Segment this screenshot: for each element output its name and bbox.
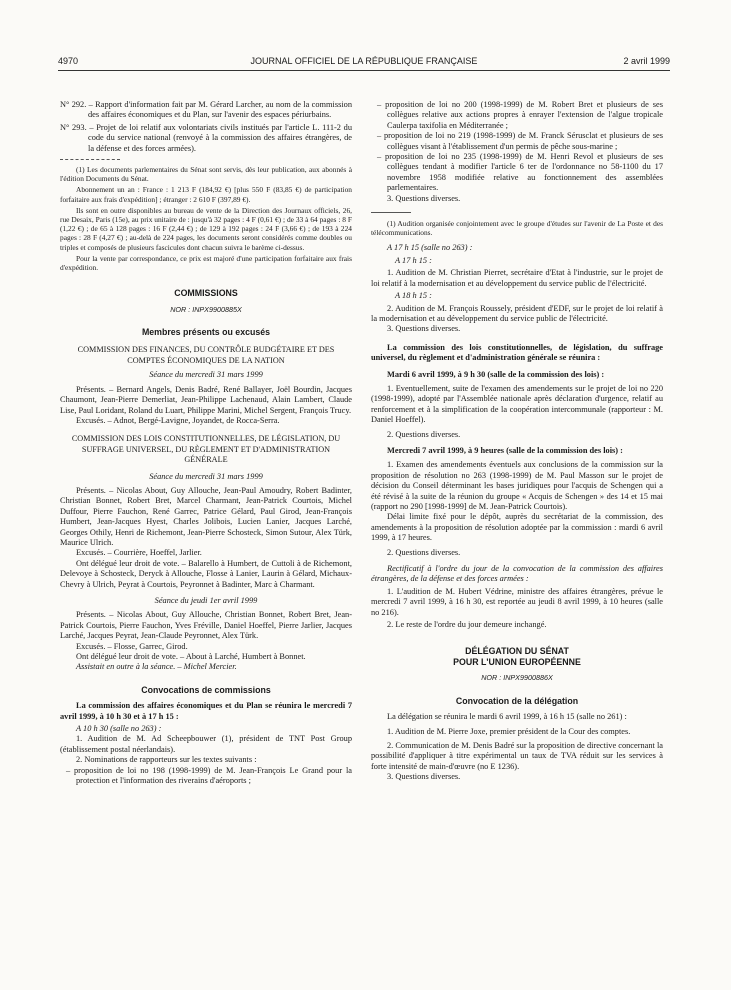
law-present-1: Présents. – Nicolas About, Guy Allouche, Jean-Paul Amoudry, Robert Badinter, Christian Bonnet, Robert Bret, Marcel Charmant, Jean-Patrick Courtois, Michel Duffour, Pierre Fauchon, René Garrec, Patrice Gélard, Paul Girod, Jean-François Humbert, Jean-Jacques Hyest, Charles Jolibois, Lucien Lanier, Jacques Larché, Georges Othily, Henri de Richemont, Jean-Pierre Schosteck, Simon Sutour, Alex Türk, Maurice Ulrich. — [60, 485, 352, 547]
delegation-heading-line-1: DÉLÉGATION DU SÉNAT — [465, 646, 569, 657]
law-session-date-2: Séance du jeudi 1er avril 1999 — [154, 596, 258, 606]
economic-1815-slot: A 18 h 15 : — [395, 291, 432, 301]
note-separator — [60, 159, 120, 160]
nor-reference-2: NOR : INPX9900886X — [481, 673, 553, 683]
convocations-heading: Convocations de commissions — [141, 684, 271, 695]
tuesday-heading: Mardi 6 avril 1999, à 9 h 30 (salle de la commission des lois) : — [387, 369, 605, 379]
law-session-date-1: Séance du mercredi 31 mars 1999 — [149, 471, 263, 481]
economic-bill-219: – proposition de loi no 219 (1998-1999) de M. Franck Sérusclat et plusieurs de ses collègues visant à l'établissement d'un permis de pêche sous-marine ; — [377, 131, 663, 151]
rectification-item-1: 1. L'audition de M. Hubert Védrine, ministre des affaires étrangères, prévue le mercredi 7 avril 1999, à 16 h 30, est reportée au jeudi 8 avril 1999, à 10 heures (salle no 216). — [371, 586, 663, 617]
finance-excused: Excusés. – Adnot, Bergé-Lavigne, Joyandet, de Rocca-Serra. — [76, 415, 280, 425]
law-present-2: Présents. – Nicolas About, Guy Allouche, Christian Bonnet, Robert Bret, Jean-Patrick Courtois, Pierre Fauchon, Yves Fréville, Daniel Hoeffel, Pierre Jarlier, Jacques Larché, Jacques Peyrat, Jean-Claude Peyronnet, Alex Türk. — [60, 610, 352, 641]
law-delegated-2: Ont délégué leur droit de vote. – About à Larché, Humbert à Bonnet. — [76, 652, 306, 662]
bill-293: N° 293. – Projet de loi relatif aux volontariats civils institués par l'article L. 111-2 du code du service national (renvoyé à la commission des affaires étrangères, de la défense et des forces armées). — [60, 122, 352, 153]
footnote-separator — [371, 212, 411, 213]
law-convocation-intro: La commission des lois constitutionnelles, de législation, du suffrage universel, du règlement et d'administration générale se réunira : — [371, 342, 663, 363]
delegation-item-3: 3. Questions diverses. — [387, 772, 461, 782]
footnote-subscription: Abonnement un an : France : 1 213 F (184,92 €) [plus 550 F (83,85 €) de participation forfaitaire aux frais d'expédition] ; étranger : 2 610 F (397,89 €). — [60, 185, 352, 204]
members-heading: Membres présents ou excusés — [141, 327, 271, 338]
footnote-prices: Ils sont en outre disponibles au bureau de vente de la Direction des Journaux officiels, 26, rue Desaix, Paris (15e), au prix unitaire de : jusqu'à 32 pages : 4 F (0,61 €) ; de 33 à 64 pages : 8 F (1,22 €) ; de 65 à 128 pages : 16 F (2,44 €) ; de 129 à 192 pages : 24 F (3,66 €) ; de 193 à 224 pages : 28 F (4,27 €) ; au-delà de 224 pages, les documents seront considérés comme doubles ou triples et composés de plusieurs fascicules dont chacun suivra le barème ci-dessus. — [60, 205, 352, 252]
economic-bill-198: – proposition de loi no 198 (1998-1999) de M. Jean-François Le Grand pour la protection et l'information des riverains d'aéroports ; — [66, 765, 352, 786]
rectification-intro: Rectificatif à l'ordre du jour de la convocation de la commission des affaires étrangères, de la défense et des forces armées : — [371, 564, 663, 584]
nor-reference-1: NOR : INPX9900885X — [170, 304, 242, 314]
page-number: 4970 — [58, 56, 79, 66]
economic-item-3: 3. Questions diverses. — [387, 193, 461, 203]
rectification-item-2: 2. Le reste de l'ordre du jour demeure inchangé. — [387, 620, 547, 630]
delegation-item-2: 2. Communication de M. Denis Badré sur la proposition de directive concernant la possibilité d'appliquer à titre expérimental un taux de TVA réduit sur les services à forte intensité de main-d'œuvre (no E 1236). — [371, 740, 663, 771]
economic-item-1: 1. Audition de M. Ad Scheepbouwer (1), président de TNT Post Group (établissement postal néerlandais). — [60, 734, 352, 754]
page-header — [58, 56, 670, 68]
economic-bill-235: – proposition de loi no 235 (1998-1999) de M. Henri Revol et plusieurs de ses collègues tendant à modifier l'article 6 ter de l'ordonnance no 58-1100 du 17 novembre 1958 modifiée relative au fonctionnement des assemblées parlementaires. — [377, 152, 663, 193]
delegation-heading-line-2: POUR L'UNION EUROPÉENNE — [453, 656, 581, 667]
issue-date: 2 avril 1999 — [623, 56, 670, 66]
wednesday-item-2: 2. Questions diverses. — [387, 547, 461, 557]
economic-footnote: (1) Audition organisée conjointement avec le groupe d'études sur l'avenir de La Poste et des télécommunications. — [371, 219, 663, 238]
footnote-mail-order: Pour la vente par correspondance, ce prix est majoré d'une participation forfaitaire aux frais d'expédition. — [60, 253, 352, 273]
law-delegated-1: Ont délégué leur droit de vote. – Balarello à Humbert, de Cuttoli à de Richemont, Delevoye à Schosteck, Deryck à Allouche, Flosse à Lanier, Laurin à Gélard, Michaux-Chevry à Ulrich, Peyrat à Courtois, Peyronnet à Badinter, Marc à Charmant. — [60, 558, 352, 589]
report-292: N° 292. – Rapport d'information fait par M. Gérard Larcher, au nom de la commission des affaires économiques et du Plan, sur l'avenir des espaces périurbains. — [60, 100, 352, 120]
finance-committee-title: COMMISSION DES FINANCES, DU CONTRÔLE BUDGÉTAIRE ET DES COMPTES ÉCONOMIQUES DE LA NATION — [77, 345, 335, 365]
finance-session-date: Séance du mercredi 31 mars 1999 — [149, 370, 263, 380]
economic-item-2: 2. Nominations de rapporteurs sur les textes suivants : — [76, 755, 257, 765]
economic-committee-intro: La commission des affaires économiques et du Plan se réunira le mercredi 7 avril 1999, à 10 h 30 et à 17 h 15 : — [60, 701, 352, 721]
delegation-intro: La délégation se réunira le mardi 6 avril 1999, à 16 h 15 (salle no 261) : — [387, 712, 627, 722]
wednesday-item-1: 1. Examen des amendements éventuels aux conclusions de la commission sur la proposition de résolution no 263 (1998-1999) de M. Paul Masson sur le projet de décision du Conseil déterminant les bases juridiques pour l'acquis de Schengen qui a été révisé à la suite de la réunion du groupe « Acquis de Schengen » des 14 et 15 mai (rapport no 290 [1998-1999] de M. Jean-Patrick Courtois). — [371, 460, 663, 511]
economic-item-b3: 3. Questions diverses. — [387, 324, 461, 334]
wednesday-heading: Mercredi 7 avril 1999, à 9 heures (salle de la commission des lois) : — [387, 445, 623, 455]
journal-title: JOURNAL OFFICIEL DE LA RÉPUBLIQUE FRANÇAISE — [250, 56, 478, 66]
economic-bill-200: – proposition de loi no 200 (1998-1999) de M. Robert Bret et plusieurs de ses collègues relative aux actions propres à enrayer l'extension de l'algue tropicale Caulerpa taxifolia en Méditerranée ; — [377, 100, 663, 130]
law-excused-2: Excusés. – Flosse, Garrec, Girod. — [76, 641, 188, 651]
law-also-attending: Assistait en outre à la séance. – Michel Mercier. — [76, 662, 237, 672]
law-committee-title: COMMISSION DES LOIS CONSTITUTIONNELLES, DE LÉGISLATION, DU SUFFRAGE UNIVERSEL, DU RÈGLEMENT ET D'ADMINISTRATION GÉNÉRALE — [71, 434, 341, 465]
economic-1715-slot: A 17 h 15 (salle no 263) : — [387, 243, 473, 253]
header-rule — [58, 70, 670, 71]
right-column — [371, 100, 663, 980]
finance-present: Présents. – Bernard Angels, Denis Badré, René Ballayer, Joël Bourdin, Jacques Chaumont, Jean-Pierre Demerliat, Jean-Philippe Lachenaud, Alain Lambert, Claude Lise, Paul Loridant, Roland du Luart, Philippe Marini, Michel Sergent, François Trucy. — [60, 384, 352, 415]
economic-audition-pierret: 1. Audition de M. Christian Pierret, secrétaire d'Etat à l'industrie, sur le projet de loi relatif à la modernisation et au développement du service public de l'électricité. — [371, 268, 663, 288]
delegation-convocation-heading: Convocation de la délégation — [455, 695, 579, 706]
delegation-item-1: 1. Audition de M. Pierre Joxe, premier président de la Cour des comptes. — [387, 726, 631, 736]
law-excused-1: Excusés. – Courrière, Hoeffel, Jarlier. — [76, 548, 202, 558]
commissions-heading: COMMISSIONS — [174, 288, 238, 299]
footnote-documents: (1) Les documents parlementaires du Sénat sont servis, dès leur publication, aux abonnés à l'édition Documents du Sénat. — [60, 165, 352, 184]
tuesday-item-2: 2. Questions diverses. — [387, 429, 461, 439]
economic-audition-roussely: 2. Audition de M. François Roussely, président d'EDF, sur le projet de loi relatif à la modernisation et au développement du service public de l'électricité. — [371, 303, 663, 323]
economic-1030-slot: A 10 h 30 (salle no 263) : — [76, 724, 162, 734]
tuesday-item-1: 1. Eventuellement, suite de l'examen des amendements sur le projet de loi no 220 (1998-1999), adopté par l'Assemblée nationale après déclaration d'urgence, relatif au renforcement et à la simplification de la coopération intercommunale (rapporteur : M. Daniel Hoeffel). — [371, 383, 663, 425]
economic-1715-subslot: A 17 h 15 : — [395, 255, 432, 265]
left-column — [60, 100, 352, 980]
wednesday-deadline: Délai limite fixé pour le dépôt, auprès du secrétariat de la commission, des amendements à la proposition de résolution adoptée par la commission : mardi 6 avril 1999, à 17 heures. — [371, 512, 663, 543]
